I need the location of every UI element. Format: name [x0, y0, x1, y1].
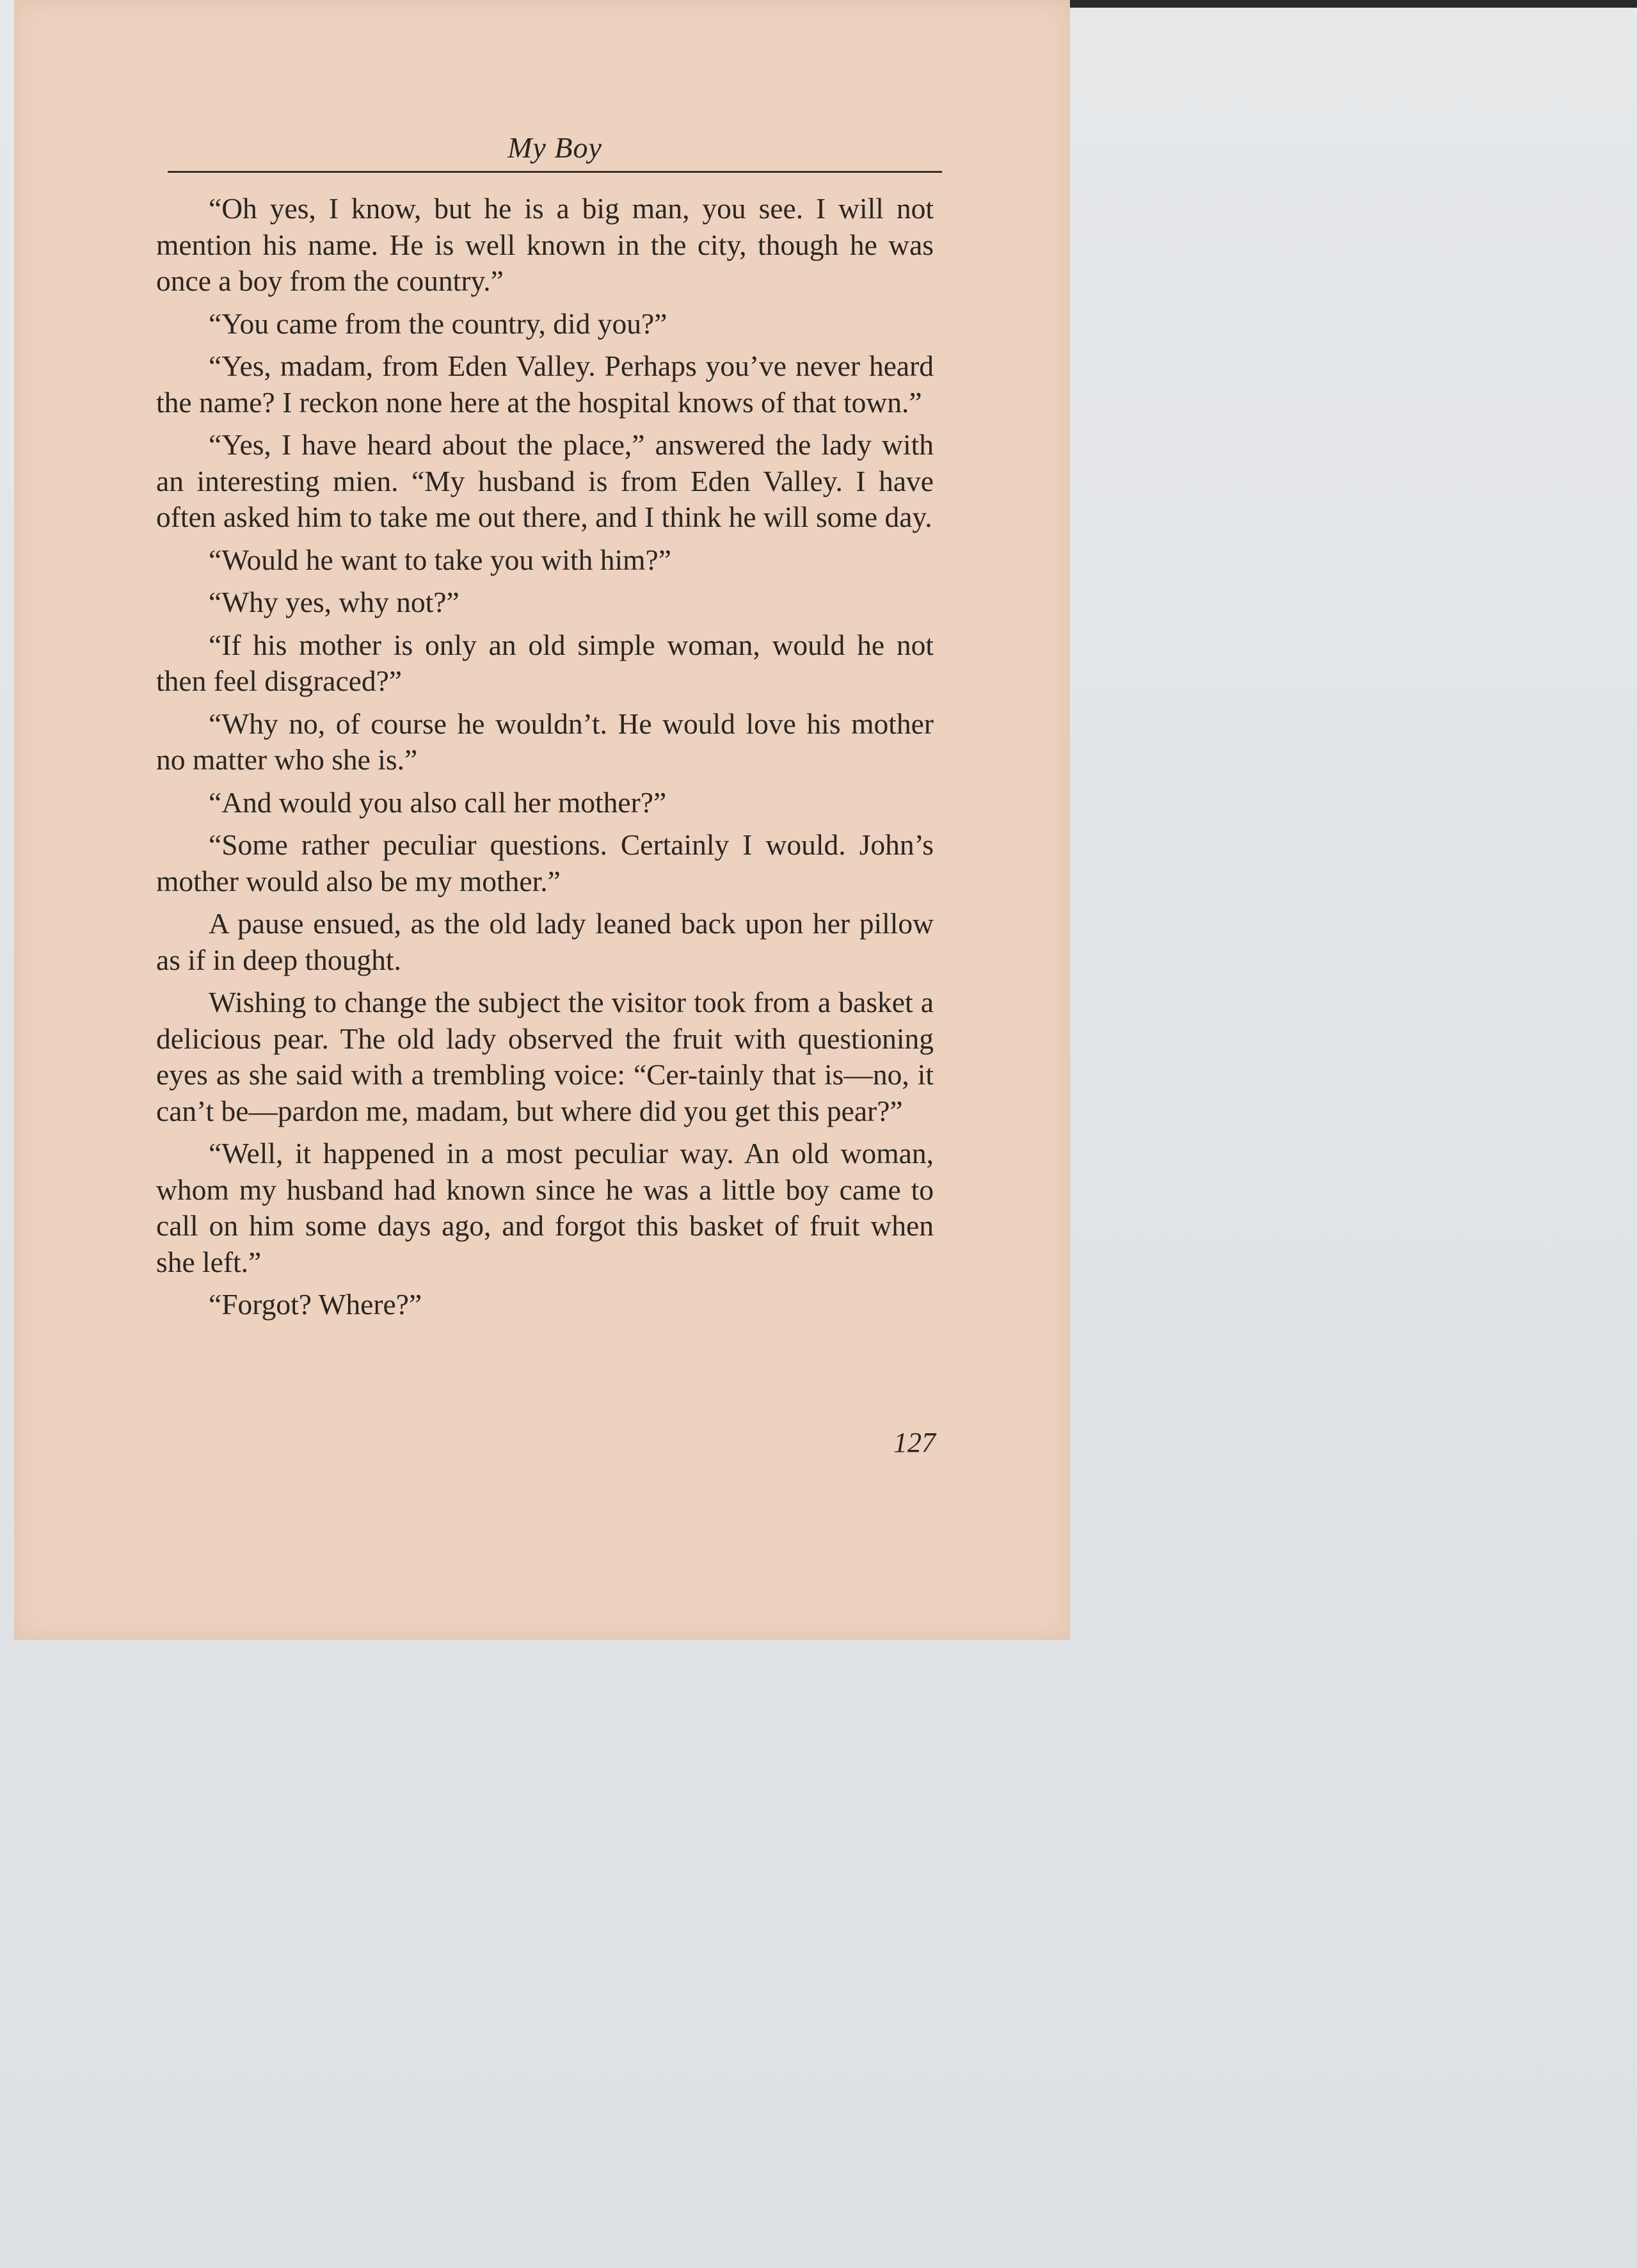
- paragraph: “Oh yes, I know, but he is a big man, you see. I will not mention his name. He is well known in the city, though he was once a boy from the country.”: [156, 192, 934, 297]
- paragraph: “And would you also call her mother?”: [209, 785, 667, 819]
- paragraph: A pause ensued, as the old lady leaned back upon her pillow as if in deep thought.: [156, 907, 934, 976]
- paragraph: Wishing to change the subject the visitor took from a basket a delicious pear. The old lady observed the fruit with questioning eyes as she said with a trembling voice: “Cer-tainly that is—no, it can’t be—pardon me, madam, but where did you get this pear?”: [156, 986, 934, 1127]
- running-head: [168, 125, 942, 173]
- paragraph: “Yes, I have heard about the place,” answered the lady with an interesting mien. “My husband is from Eden Valley. I have often asked him to take me out there, and I think he will some day.: [156, 428, 934, 533]
- paragraph: “Would he want to take you with him?”: [209, 543, 671, 576]
- scanner-edge-strip: [1062, 0, 1637, 8]
- page-number: 127: [893, 1427, 936, 1458]
- paragraph: “Why no, of course he wouldn’t. He would love his mother no matter who she is.”: [156, 707, 934, 776]
- book-page: [14, 0, 1070, 1640]
- body-text: [156, 191, 934, 1330]
- paragraph: “Yes, madam, from Eden Valley. Perhaps you’ve never heard the name? I reckon none here at the hospital knows of that town.”: [156, 350, 934, 419]
- paragraph: “Some rather peculiar questions. Certainly I would. John’s mother would also be my mother.”: [156, 828, 934, 897]
- paragraph: “You came from the country, did you?”: [209, 307, 667, 340]
- paragraph: “Why yes, why not?”: [209, 586, 459, 618]
- running-head-title: My Boy: [507, 131, 602, 164]
- paragraph: “Well, it happened in a most peculiar way. An old woman, whom my husband had known since he was a little boy came to call on him some days ago, and forgot this basket of fruit when she left.”: [156, 1137, 934, 1278]
- paragraph: “Forgot? Where?”: [209, 1288, 422, 1321]
- paragraph: “If his mother is only an old simple woman, would he not then feel disgraced?”: [156, 628, 934, 697]
